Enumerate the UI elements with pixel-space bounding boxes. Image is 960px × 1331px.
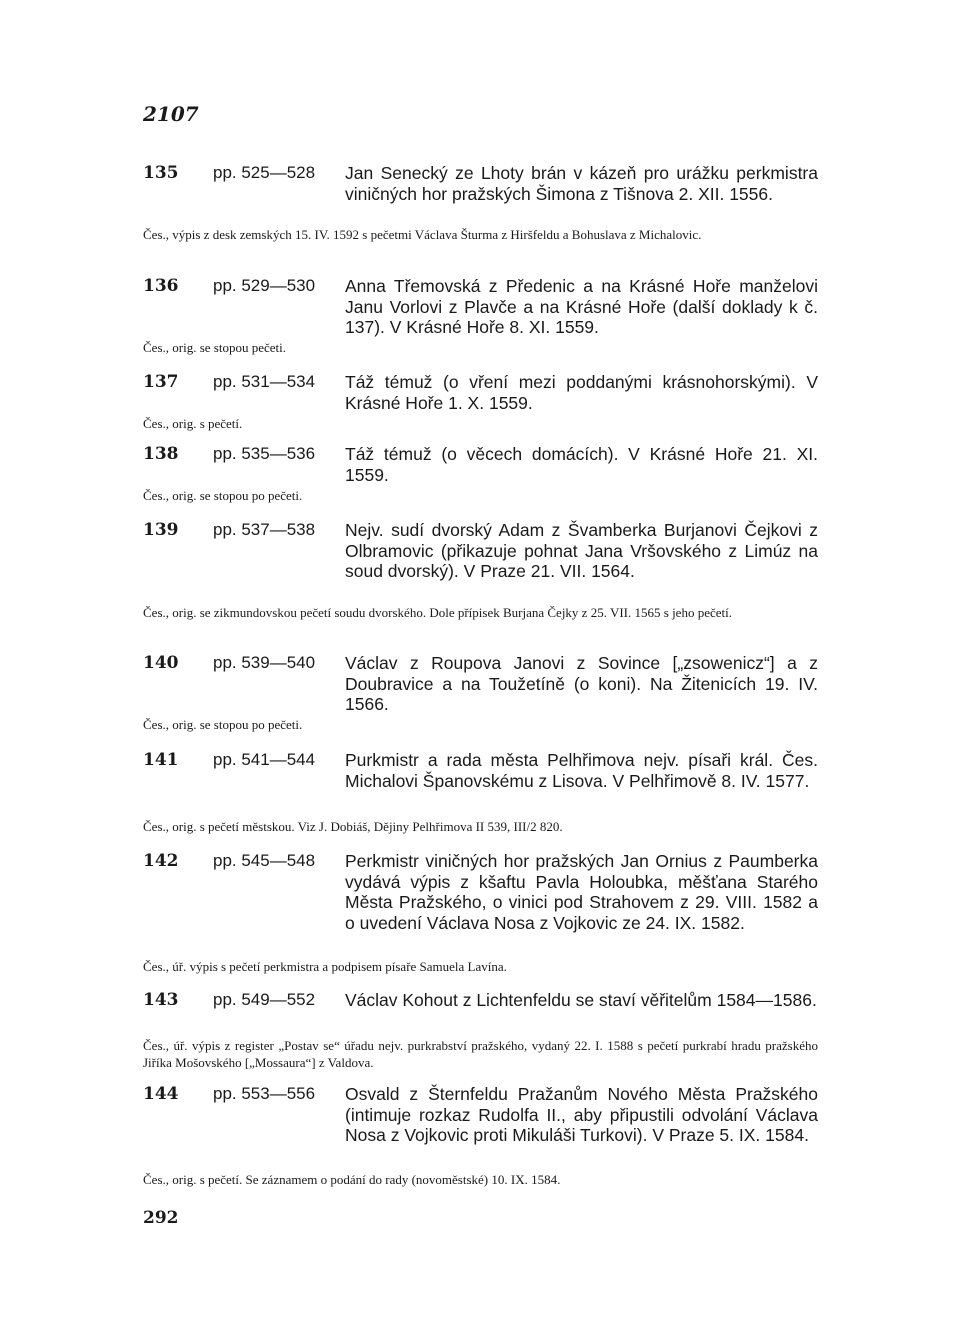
- entry-note: Čes., orig. se stopou po pečeti.: [143, 717, 303, 732]
- entry-text: Táž témuž (o vření mezi poddanými krásnohorskými). V Krásné Hoře 1. X. 1559.: [345, 372, 818, 413]
- entry-note: Čes., orig. se stopou po pečeti.: [143, 488, 303, 503]
- entry-pages: pp. 537—538: [213, 520, 316, 539]
- entry-note: Čes., orig. se stopou pečeti.: [143, 340, 286, 355]
- entry-note: Čes., úř. výpis z register „Postav se“ úřadu nejv. purkrabství pražského, vydaný 22. I. 1588 s pečetí purkrabí hradu pražského Jiříka Mošovského [„Mossaura“] z Valdova.: [143, 1038, 818, 1070]
- entry-pages: pp. 535—536: [213, 444, 316, 463]
- entry-note: Čes., orig. s pečetí.: [143, 416, 243, 431]
- entry-note: Čes., výpis z desk zemských 15. IV. 1592 s pečetmi Václava Šturma z Hiršfeldu a Bohuslava z Michalovic.: [143, 227, 702, 242]
- entry-text: Perkmistr viničných hor pražských Jan Ornius z Paumberka vydává výpis z kšaftu Pavla Holoubka, měšťana Starého Města Pražského, o vinici pod Strahovem z 29. VIII. 1582 a o uvedení Václava Nosa z Vojkovic ze 24. IX. 1582.: [345, 851, 818, 933]
- entry-text: Purkmistr a rada města Pelhřimova nejv. písaři král. Čes. Michalovi Španovskému z Lisova. V Pelhřimově 8. IV. 1577.: [345, 750, 818, 791]
- entry-number: 139: [143, 520, 179, 540]
- entry-pages: pp. 553—556: [213, 1084, 316, 1103]
- entry-number: 136: [143, 276, 179, 296]
- entry-note: Čes., orig. s pečetí. Se záznamem o podání do rady (novoměstské) 10. IX. 1584.: [143, 1172, 561, 1187]
- entry-number: 141: [143, 750, 179, 770]
- entry-pages: pp. 529—530: [213, 276, 316, 295]
- entry-note: Čes., orig. se zikmundovskou pečetí soudu dvorského. Dole přípisek Burjana Čejky z 25. VII. 1565 s jeho pečetí.: [143, 605, 732, 620]
- entry-number: 143: [143, 990, 179, 1010]
- entry-number: 137: [143, 372, 179, 392]
- entry-pages: pp. 549—552: [213, 990, 316, 1009]
- entry-pages: pp. 541—544: [213, 750, 316, 769]
- entry-note: Čes., orig. s pečetí městskou. Viz J. Dobiáš, Dějiny Pelhřimova II 539, III/2 820.: [143, 819, 563, 834]
- entry-pages: pp. 531—534: [213, 372, 316, 391]
- entry-text: Nejv. sudí dvorský Adam z Švamberka Burjanovi Čejkovi z Olbramovic (přikazuje pohnat Jana Vršovského z Limúz na soud dvorský). V Praze 21. VII. 1564.: [345, 520, 818, 581]
- entry-text: Táž témuž (o věcech domácích). V Krásné Hoře 21. XI. 1559.: [345, 444, 818, 485]
- entry-text: Jan Senecký ze Lhoty brán v kázeň pro urážku perkmistra viničných hor pražských Šimona z Tišnova 2. XII. 1556.: [345, 163, 818, 204]
- entry-pages: pp. 545—548: [213, 851, 316, 870]
- page-footer-number: 292: [143, 1208, 179, 1228]
- entry-text: Václav z Roupova Janovi z Sovince [„zsowenicz“] a z Doubravice a na Toužetíně (o koni). Na Žitenicích 19. IV. 1566.: [345, 653, 818, 714]
- entry-pages: pp. 539—540: [213, 653, 316, 672]
- entry-number: 144: [143, 1084, 179, 1104]
- entry-number: 140: [143, 653, 179, 673]
- page-header-number: 2107: [143, 102, 199, 126]
- entry-note: Čes., úř. výpis s pečetí perkmistra a podpisem písaře Samuela Lavína.: [143, 959, 507, 974]
- entry-pages: pp. 525—528: [213, 163, 316, 182]
- entry-number: 135: [143, 163, 179, 183]
- entry-number: 142: [143, 851, 179, 871]
- entry-text: Anna Třemovská z Předenic a na Krásné Hoře manželovi Janu Vorlovi z Plavče a na Krásné Hoře (další doklady k č. 137). V Krásné Hoře 8. XI. 1559.: [345, 276, 818, 337]
- entry-number: 138: [143, 444, 179, 464]
- entry-text: Osvald z Šternfeldu Pražanům Nového Města Pražského (intimuje rozkaz Rudolfa II., aby připustili odvolání Václava Nosa z Vojkovic proti Mikuláši Turkovi). V Praze 5. IX. 1584.: [345, 1084, 818, 1145]
- entry-text: Václav Kohout z Lichtenfeldu se staví věřitelům 1584—1586.: [345, 990, 817, 1010]
